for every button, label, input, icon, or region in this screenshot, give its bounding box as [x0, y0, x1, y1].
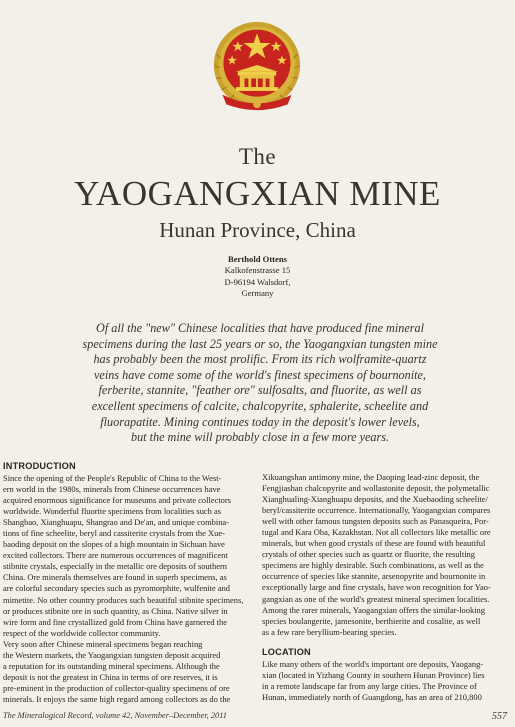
text-line: respect of the worldwide collector community. [3, 627, 161, 638]
text-line: gangxian as one of the world's greatest mineral specimen localities. [262, 593, 490, 604]
text-line: baoding deposit on the slopes of a high mountain in Sichuan have [3, 539, 225, 550]
text-line: xian (located in Yizhang County in southern Hunan Province) lies [262, 669, 485, 680]
abstract-line: but the mine will probably close in a few more years. [130, 430, 390, 445]
text-line: species boulangerite, jamesonite, berthierite and cosalite, as well [262, 615, 481, 626]
national-emblem-icon [209, 20, 305, 112]
text-line: crystals of other species such as quartz or fluorite, the resulting [262, 549, 475, 560]
abstract-line: excellent specimens of calcite, chalcopyrite, sphalerite, scheelite and [91, 398, 429, 413]
text-line: Hunan, immediately north of Guangdong, has an area of 210,800 [262, 691, 482, 702]
text-line: the Western markets, the Yaogangxian tungsten deposit acquired [3, 649, 221, 660]
right-column [262, 472, 512, 703]
text-line: or produces stibnite ore in such quantity, as China. Native silver in [3, 605, 228, 616]
abstract-line: fluorapatite. Mining continues today in the deposit's lower levels, [100, 414, 420, 429]
text-line: Xikuangshan antimony mine, the Daoping lead-zinc deposit, the [262, 472, 480, 482]
text-line: China. Ore minerals themselves are found in superb specimens, as [3, 572, 227, 583]
text-line: tugal and Kara Oba, Kazakhstan. Not all collectors like metallic ore [262, 527, 491, 538]
text-line: specimens are highly desirable. Such combinations, as well as the [262, 560, 484, 571]
text-line: Since the opening of the People's Republic of China to the West- [3, 473, 222, 483]
article-subtitle: Hunan Province, China [159, 218, 356, 242]
abstract-line: Of all the "new" Chinese localities that have produced fine mineral [96, 321, 424, 335]
left-column [3, 461, 249, 705]
author-address-line: Kalkofenstrasse 15 [224, 265, 291, 276]
text-line: as a few rare beryllium-bearing species. [262, 626, 397, 637]
author-address-line: D-96194 Walsdorf, [224, 276, 291, 287]
text-line: well with other famous tungsten deposits such as Panasqueira, Por- [262, 516, 489, 527]
text-line: exceptionally large and fine crystals, have won recognition for Yao- [262, 582, 491, 593]
text-line: worldwide. Wonderful fluorite specimens from localities such as [3, 506, 222, 517]
article-title: YAOGANGXIAN MINE [74, 174, 441, 213]
text-line: occurrence of species like stannite, arsenopyrite and bournonite in [262, 571, 486, 582]
text-line: beryl/cassiterite occurrence. Internationally, Yaogangxian compares [262, 505, 491, 516]
right-column-text-location [262, 659, 512, 703]
page-number: 557 [492, 711, 507, 722]
abstract-line: specimens during the last 25 years or so, the Yaogangxian tungsten mine [82, 336, 438, 351]
section-heading-introduction: INTRODUCTION [3, 461, 76, 471]
author-name: Berthold Ottens [228, 254, 287, 264]
text-line: Very soon after Chinese mineral specimens began reaching [3, 638, 203, 649]
text-line: stibnite crystals, especially in the metallic ore deposits of southern [3, 561, 228, 572]
text-line: Among the rarer minerals, Yaogangxian offers the similar-looking [262, 604, 485, 615]
text-line: ern world in the 1980s, minerals from Chinese occurrences have [3, 484, 221, 495]
right-column-text [262, 472, 512, 638]
author-block [0, 254, 515, 299]
text-line: are colorful secondary species such as pyromorphite, wulfenite and [3, 583, 231, 594]
text-line: Xianghualing-Xianghuapu deposits, and the Xuebaoding scheelite/ [262, 494, 488, 505]
title-the: The [238, 144, 277, 169]
abstract-line: ferberite, stannite, "feather ore" sulfosalts, and fluorite, as well as [98, 383, 422, 398]
section-heading-location: LOCATION [262, 646, 311, 657]
text-line: Fengjiashan chalcopyrite and wollastonite deposit, the polymetallic [262, 483, 490, 494]
text-line: acquired enormous significance for museums and private collectors [3, 495, 231, 506]
author-address-line: Germany [241, 287, 274, 298]
left-column-text [3, 473, 249, 705]
text-line: Shangbao, Xianghuapu, Shangrao and De'an, and unique combina- [3, 517, 229, 528]
abstract-line: veins have come some of the world's finest specimens of bournonite, [94, 367, 426, 382]
text-line: mimetite. No other country produces such beautiful stibnite specimens, [3, 594, 244, 605]
text-line: in a remote landscape far from any large cities. The Province of [262, 680, 477, 691]
text-line: minerals. It enjoys the same high regard among collectors as do the [3, 693, 231, 704]
abstract-line: has probably been the most prolific. From its rich wolframite-quartz [93, 352, 427, 367]
text-line: Like many others of the world's important ore deposits, Yaogang- [262, 658, 484, 669]
journal-footer: The Mineralogical Record, volume 42, November–December, 2011 [3, 711, 227, 720]
text-line: wire form and fine crystallized gold from China have garnered the [3, 616, 227, 627]
abstract [60, 321, 460, 446]
text-line: minerals, but when good crystals of these are found with beautiful [262, 538, 486, 549]
text-line: excited collectors. There are numerous occurrences of magnificent [3, 550, 228, 561]
text-line: a reputation for its outstanding mineral specimens. Although the [3, 660, 220, 671]
text-line: tions of fine scheelite, beryl and cassiterite crystals from the Xue- [3, 528, 225, 539]
text-line: pre-eminent in the production of collector-quality specimens of ore [3, 682, 230, 693]
text-line: deposit is not the greatest in China in terms of ore reserves, it is [3, 671, 218, 682]
